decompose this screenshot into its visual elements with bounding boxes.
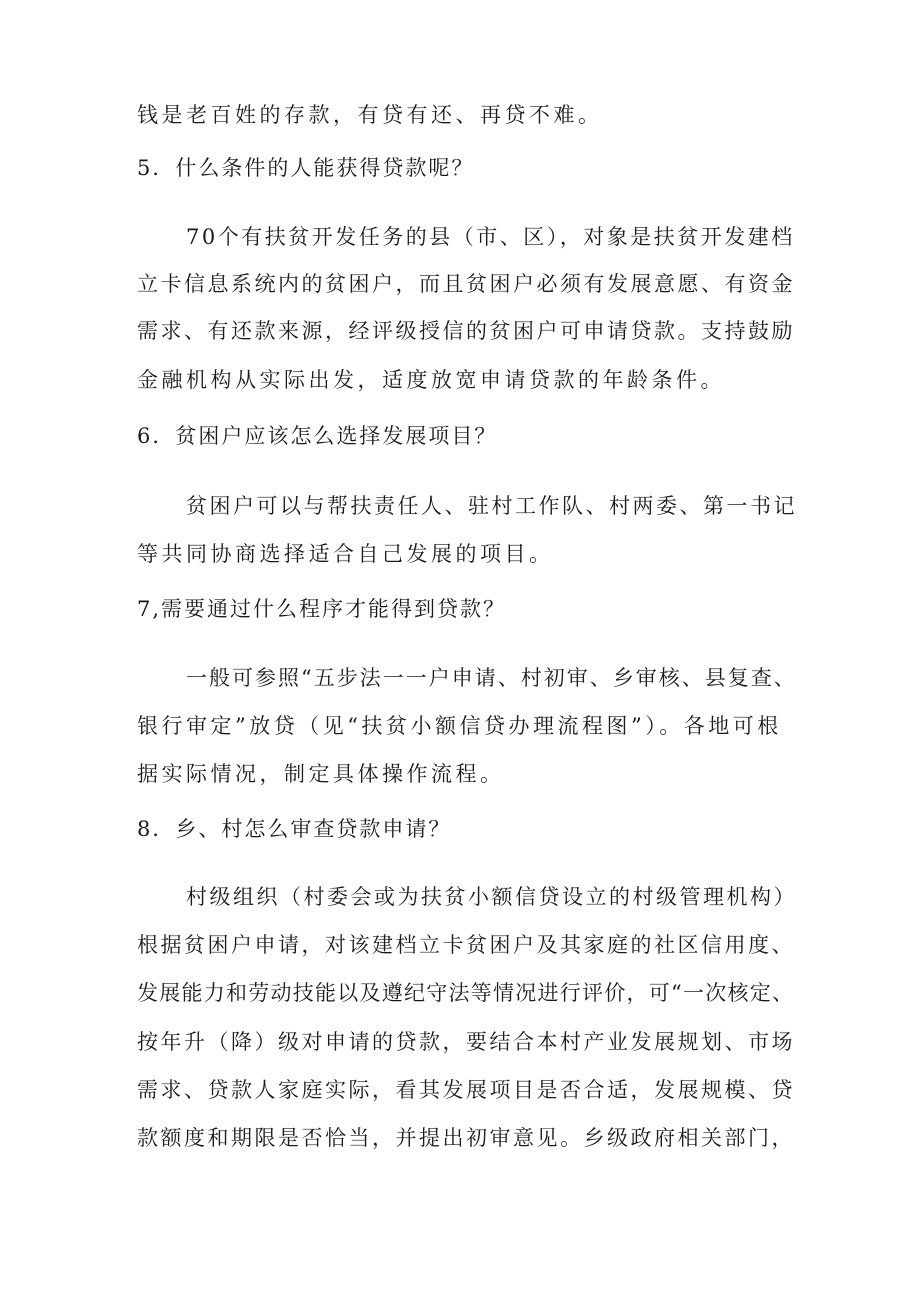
continuation-text: 钱是老百姓的存款，有贷有还、再贷不难。 (137, 103, 603, 127)
answer-7-line-2: 银行审定”放贷（见“扶贫小额信贷办理流程图”）。各地可根 (137, 714, 782, 738)
answer-7-line-1: 一般可参照“五步法一一户申请、村初审、乡审核、县复查、 (186, 666, 797, 690)
answer-5-line-4: 金融机构从实际出发，适度放宽申请贷款的年龄条件。 (137, 368, 725, 392)
answer-5-line-1: 70个有扶贫开发任务的县（市、区），对象是扶贫开发建档 (186, 225, 795, 249)
answer-6-line-2: 等共同协商选择适合自己发展的项目。 (137, 542, 554, 566)
answer-7-line-3: 据实际情况，制定具体操作流程。 (137, 762, 505, 786)
answer-5-line-3: 需求、有还款来源，经评级授信的贫困户可申请贷款。支持鼓励 (137, 319, 795, 343)
answer-6-line-1: 贫困户可以与帮扶责任人、驻村工作队、村两委、第一书记 (186, 494, 797, 518)
answer-8-line-3: 发展能力和劳动技能以及遵纪守法等情况进行评价，可“一次核定、 (137, 981, 795, 1005)
question-8: 8．乡、村怎么审查贷款申请？ (137, 817, 452, 841)
answer-5-line-2: 立卡信息系统内的贫困户，而且贫困户必须有发展意愿、有资金 (137, 272, 795, 296)
question-5: 5．什么条件的人能获得贷款呢？ (137, 156, 475, 180)
answer-8-line-6: 款额度和期限是否恰当，并提出初审意见。乡级政府相关部门， (137, 1126, 795, 1150)
question-6: 6．贫困户应该怎么选择发展项目？ (137, 424, 498, 448)
answer-8-line-5: 需求、贷款人家庭实际，看其发展项目是否合适，发展规模、贷 (137, 1078, 795, 1102)
answer-8-line-4: 按年升（降）级对申请的贷款，要结合本村产业发展规划、市场 (137, 1030, 795, 1054)
answer-8-line-1: 村级组织（村委会或为扶贫小额信贷设立的村级管理机构） (186, 885, 797, 909)
question-7: 7,需要通过什么程序才能得到贷款？ (137, 597, 507, 621)
answer-8-line-2: 根据贫困户申请，对该建档立卡贫困户及其家庭的社区信用度、 (137, 933, 795, 957)
